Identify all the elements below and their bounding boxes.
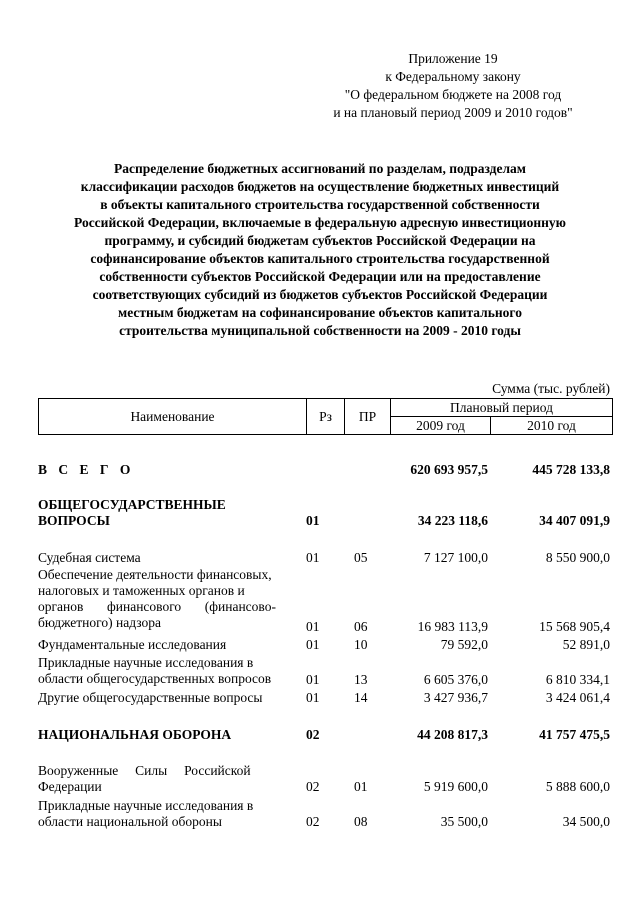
pr-code: 06	[354, 619, 368, 634]
pr-code: 10	[354, 637, 368, 652]
appendix-number: Приложение 19	[408, 51, 498, 66]
value-2009: 44 208 817,3	[417, 727, 488, 742]
unit-note: Сумма (тыс. рублей)	[492, 381, 610, 396]
pr-code: 13	[354, 672, 368, 687]
row-name-line: бюджетного) надзора	[38, 615, 161, 630]
row-name-line: Обеспечение деятельности финансовых,	[38, 567, 272, 582]
appendix-law-ref: к Федеральному закону	[385, 69, 521, 84]
appendix-law-title-2: и на плановый период 2009 и 2010 годов"	[333, 105, 573, 120]
row-name: Фундаментальные исследования	[38, 637, 227, 652]
row-name	[38, 798, 301, 830]
header-year-2009: 2009 год	[391, 417, 491, 435]
value-2009: 16 983 113,9	[417, 619, 488, 634]
pr-code: 14	[354, 690, 368, 705]
title-line: классификации расходов бюджетов на осуществление бюджетных инвестиций	[80, 179, 560, 194]
header-rz: Рз	[307, 399, 345, 435]
value-2010: 34 500,0	[562, 814, 610, 829]
title-line: местным бюджетам на софинансирование объектов капитального	[118, 305, 522, 320]
row-name	[38, 763, 301, 795]
header-name: Наименование	[39, 399, 307, 435]
value-2010: 445 728 133,8	[532, 462, 610, 477]
rz-code: 01	[306, 513, 320, 528]
value-2010: 34 407 091,9	[539, 513, 610, 528]
table-header	[38, 398, 613, 435]
value-2010: 15 568 905,4	[539, 619, 610, 634]
row-name-line: Вооруженные Силы Российской	[38, 763, 251, 778]
value-2010: 52 891,0	[562, 637, 610, 652]
title-line: Распределение бюджетных ассигнований по разделам, подразделам	[114, 161, 526, 176]
pr-code: 01	[354, 779, 368, 794]
appendix-law-title-1: "О федеральном бюджете на 2008 год	[344, 87, 562, 102]
rz-code: 01	[306, 550, 320, 565]
value-2009: 6 605 376,0	[423, 672, 488, 687]
rz-code: 02	[306, 779, 320, 794]
header-period: Плановый период	[391, 399, 613, 417]
title-line: в объекты капитального строительства государственной собственности	[100, 197, 540, 212]
row-name-line: Федерации	[38, 779, 102, 794]
row-name-line: Прикладные научные исследования в	[38, 798, 254, 813]
value-2009: 79 592,0	[440, 637, 488, 652]
row-name: Судебная система	[38, 550, 141, 565]
value-2010: 3 424 061,4	[545, 690, 610, 705]
value-2010: 41 757 475,5	[539, 727, 610, 742]
pr-code: 05	[354, 550, 368, 565]
title-line: программу, и субсидий бюджетам субъектов Российской Федерации на	[104, 233, 536, 248]
value-2010: 6 810 334,1	[545, 672, 610, 687]
row-name	[38, 497, 301, 529]
document-title	[30, 160, 610, 340]
pr-code: 08	[354, 814, 368, 829]
row-name-line: налоговых и таможенных органов и	[38, 583, 245, 598]
row-name: НАЦИОНАЛЬНАЯ ОБОРОНА	[38, 727, 232, 742]
row-name-line: области национальной обороны	[38, 814, 222, 829]
row-name-line: области общегосударственных вопросов	[38, 671, 272, 686]
value-2009: 5 919 600,0	[423, 779, 488, 794]
row-name: В С Е Г О	[38, 462, 135, 477]
rz-code: 01	[306, 672, 320, 687]
value-2010: 8 550 900,0	[545, 550, 610, 565]
rz-code: 01	[306, 637, 320, 652]
value-2009: 34 223 118,6	[417, 513, 488, 528]
row-name	[38, 567, 301, 631]
title-line: Российской Федерации, включаемые в федеральную адресную инвестиционную	[74, 215, 566, 230]
appendix-header	[308, 50, 598, 122]
value-2009: 35 500,0	[440, 814, 488, 829]
header-pr: ПР	[345, 399, 391, 435]
header-year-2010: 2010 год	[491, 417, 613, 435]
value-2009: 3 427 936,7	[423, 690, 488, 705]
rz-code: 02	[306, 814, 320, 829]
row-name	[38, 655, 301, 687]
title-line: собственности субъектов Российской Федерации или на предоставление	[99, 269, 541, 284]
rz-code: 01	[306, 690, 320, 705]
title-line: строительства муниципальной собственности на 2009 - 2010 годы	[119, 323, 521, 338]
rz-code: 02	[306, 727, 320, 742]
value-2009: 620 693 957,5	[410, 462, 488, 477]
row-name-line: ОБЩЕГОСУДАРСТВЕННЫЕ	[38, 497, 226, 512]
title-line: соответствующих субсидий из бюджетов субъектов Российской Федерации	[92, 287, 548, 302]
row-name: Другие общегосударственные вопросы	[38, 690, 263, 705]
value-2009: 7 127 100,0	[423, 550, 488, 565]
row-name-line: органов финансового (финансово-	[38, 599, 276, 614]
title-line: софинансирование объектов капитального строительства государственной	[90, 251, 550, 266]
row-name-line: Прикладные научные исследования в	[38, 655, 254, 670]
value-2010: 5 888 600,0	[545, 779, 610, 794]
row-name-line: ВОПРОСЫ	[38, 513, 110, 528]
rz-code: 01	[306, 619, 320, 634]
